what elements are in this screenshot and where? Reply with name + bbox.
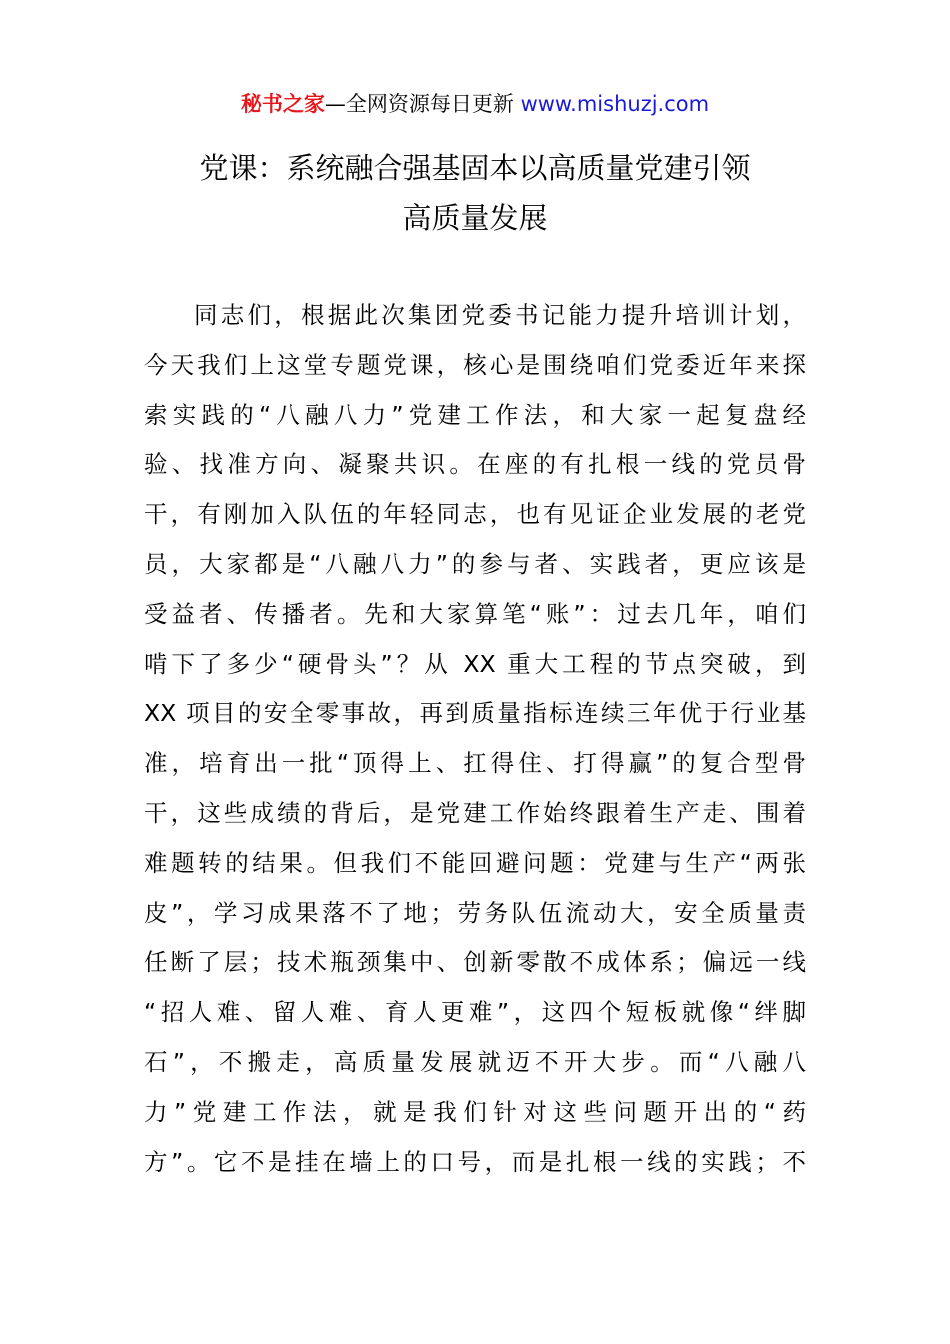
body-text-line: 干，有刚加入队伍的年轻同志，也有见证企业发展的老党: [144, 500, 806, 529]
body-text-line: XX 项目的安全零事故，再到质量指标连续三年优于行业基: [144, 699, 806, 728]
body-text-line: 干，这些成绩的背后，是党建工作始终跟着生产走、围着: [144, 798, 806, 827]
body-text-line: 啃下了多少“硬骨头”？从 XX 重大工程的节点突破，到: [144, 649, 806, 678]
body-text-line: 今天我们上这堂专题党课，核心是围绕咱们党委近年来探: [144, 350, 806, 379]
body-text-line: 同志们，根据此次集团党委书记能力提升培训计划，: [194, 301, 806, 329]
body-text-line: 石”，不搬走，高质量发展就迈不开大步。而“八融八: [144, 1047, 806, 1076]
body-text-line: 难题转的结果。但我们不能回避问题：党建与生产“两张: [144, 848, 806, 877]
banner-slogan: —全网资源每日更新: [324, 92, 521, 116]
body-text-line: 索实践的“八融八力”党建工作法，和大家一起复盘经: [144, 400, 806, 429]
body-text-line: 力”党建工作法，就是我们针对这些问题开出的“药: [144, 1097, 806, 1126]
body-text-line: 皮”，学习成果落不了地；劳务队伍流动大，安全质量责: [144, 898, 806, 927]
site-url-link[interactable]: www.mishuzj.com: [520, 92, 710, 116]
document-title-line-2: 高质量发展: [402, 201, 548, 235]
document-body: [144, 291, 806, 1187]
body-text-line: 准，培育出一批“顶得上、扛得住、打得赢”的复合型骨: [144, 749, 806, 778]
body-text-line: 方”。它不是挂在墙上的口号，而是扎根一线的实践；不: [144, 1147, 806, 1176]
body-text-line: 受益者、传播者。先和大家算笔“账”：过去几年，咱们: [144, 599, 806, 628]
body-text-line: “招人难、留人难、育人更难”，这四个短板就像“绊脚: [144, 998, 806, 1027]
body-text-line: 验、找准方向、凝聚共识。在座的有扎根一线的党员骨: [144, 450, 806, 479]
body-text-line: 员，大家都是“八融八力”的参与者、实践者，更应该是: [144, 549, 806, 578]
document-title-line-1: 党课：系统融合强基固本以高质量党建引领: [199, 151, 751, 185]
body-text-line: 任断了层；技术瓶颈集中、创新零散不成体系；偏远一线: [144, 948, 806, 977]
site-banner: [0, 88, 950, 120]
brand-name: 秘书之家: [240, 92, 325, 116]
